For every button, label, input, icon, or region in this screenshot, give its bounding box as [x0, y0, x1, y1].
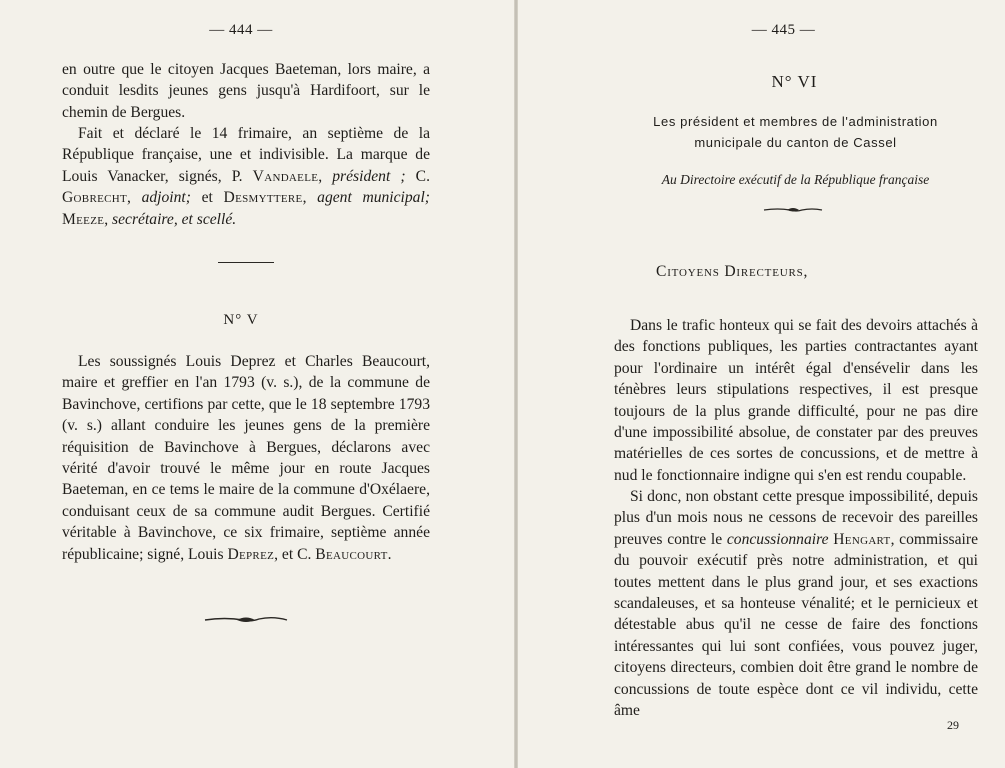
signatory-vandaele: Vandaele — [252, 167, 319, 185]
left-para-2: Fait et déclaré le 14 frimaire, an septième de la République française, une et indivisible. La marque de Louis Vanacker, signés, P. Vandaele, président ; C. Gobrecht, adjoint; et Desmyttere, agent municipal; Meeze, secrétaire, et scellé. — [62, 125, 431, 228]
right-page-number: — 445 — — [751, 22, 816, 38]
name-hengart: Hengart — [833, 530, 891, 548]
right-para-1: Dans le trafic honteux qui se fait des devoirs attachés à des fonctions publiques, les parties contractantes ayant pour l'ordinaire un intérêt égal d'ensévelir dans les ténèbres leurs stipulations respectives, il est presque toujours de la plus grande difficulté, pour ne pas dire d'une impossibilité absolue, de constater par des preuves matérielles de ces sortes de concussions, et de mettre à nud le fonctionnaire indigne qui s'en est rendu coupable. — [614, 317, 978, 484]
header-flourish — [762, 205, 824, 215]
section-number-v: N° V — [223, 312, 259, 328]
letter-addressee: Au Directoire exécutif de la République française — [661, 172, 930, 187]
signatory-desmyttere: Desmyttere — [223, 189, 303, 207]
letter-sender-line-2: municipale du canton de Cassel — [694, 135, 897, 150]
right-para-2: Si donc, non obstant cette presque impossibilité, depuis plus d'un mois nous ne cessons de recevoir des pareilles preuves contre le concussionnaire Hengart, commissaire du pouvoir exécutif près notre administration, et qui toutes mettent dans le plus grand jour, et ses exactions scandaleuses, et sa honteuse vénalité; et le pernicieux et détestable abus qu'il ne cesse de faire des fonctions intéressantes qui lui sont confiées, vous pouvez juger, citoyens directeurs, combien doit être grand le nombre de concussions de toute espèce dont ce vil individu, cette âme — [614, 488, 978, 720]
right-page — [518, 0, 1005, 768]
letter-salutation: Citoyens Directeurs, — [656, 263, 809, 280]
section-divider — [218, 262, 274, 263]
section-number-vi: N° VI — [771, 72, 818, 91]
end-flourish — [203, 614, 289, 626]
left-para-1: en outre que le citoyen Jacques Baeteman, lors maire, a conduit lesdits jeunes gens jusqu'à Hardifoort, sur le chemin de Bergues. — [62, 61, 430, 121]
signature-mark: 29 — [947, 718, 959, 732]
signatory-gobrecht: Gobrecht — [62, 189, 127, 207]
left-para-3: Les soussignés Louis Deprez et Charles Beaucourt, maire et greffier en l'an 1793 (v. s.), de la commune de Bavinchove, certifions par cette, que le 18 septembre 1793 (v. s.) allant conduire les jeunes gens de la première réquisition de Bavinchove à Bergues, déclarons avec vérité d'avoir trouvé le même jour en route Jacques Baeteman, en ce tems le maire de la commune d'Oxélaere, conduisant ceux de sa commune audit Bergues. Certifié véritable à Bavinchove, ce six frimaire, septième année républicaine; signé, Louis Deprez, et C. Beaucourt. — [62, 353, 430, 563]
letter-sender-line-1: Les président et membres de l'administration — [653, 114, 938, 129]
left-page-number: — 444 — — [209, 22, 273, 38]
signatory-meeze: Meeze — [62, 210, 105, 228]
signatory-beaucourt: Beaucourt — [315, 545, 388, 563]
signatory-deprez: Deprez — [227, 545, 275, 563]
